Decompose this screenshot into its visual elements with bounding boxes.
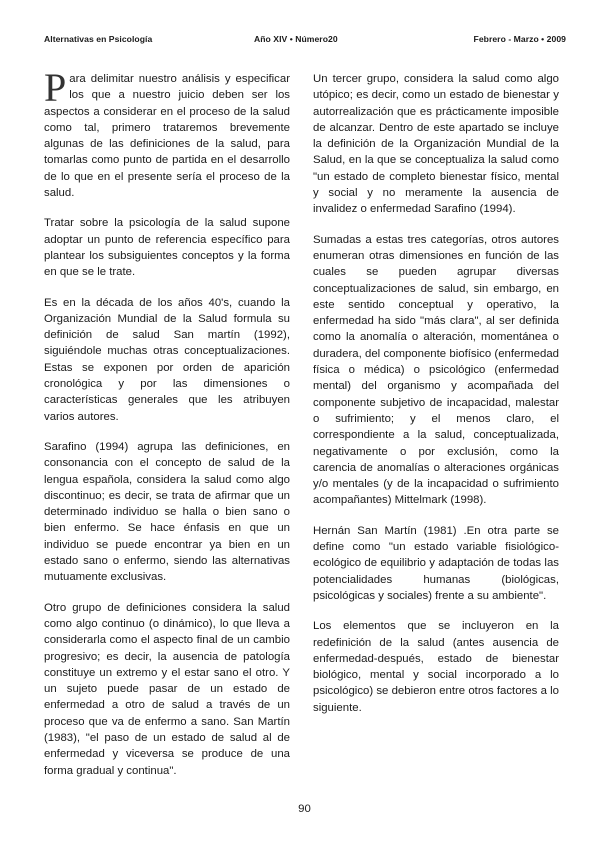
page-number: 90 [298, 803, 311, 815]
paragraph: Hernán San Martín (1981) .En otra parte se define como "un estado variable fisiológico-ecológico de equilibrio y adaptación de todas las potencialidades humanas (biológicas, psicológicas y sociales) frente a su ambiente". [313, 524, 559, 602]
paragraph: Es en la década de los años 40's, cuando la Organización Mundial de la Salud formula su definición de salud San martín (1992), siguiéndole muchas otras conceptualizaciones. Estas se exponen por orden de aparición cronológica y por las dimensiones o características generales que les atribuyen varios autores. [44, 296, 290, 423]
paragraph: Otro grupo de definiciones considera la salud como algo continuo (o dinámico), lo que lleva a considerarla como el aspecto final de un cambio progresivo; es decir, la ausencia de patología constituye un extremo y el estar sano el otro. Y un sujeto puede pasar de un estado de enfermedad a otro de salud a través de un proceso que va de enfermo a sano. San Martín (1983), "el paso de un estado de salud al de enfermedad y viceversa se produce de una forma gradual y continua". [44, 601, 290, 777]
drop-cap: P [44, 65, 67, 110]
issue-number: Año XIV • Número20 [254, 34, 338, 44]
paragraph [44, 65, 290, 201]
paragraph: Un tercer grupo, considera la salud como algo utópico; es decir, como un estado de bienestar y autorrealización que es prácticamente imposible de alcanzar. Dentro de este apartado se incluye la definición de la Organización Mundial de la Salud, en la que se conceptualiza la salud como "un estado de completo bienestar físico, mental y social y no meramente la ausencia de invalidez o enfermedad Sarafino (1994). [313, 73, 559, 216]
paragraph: Los elementos que se incluyeron en la redefinición de la salud (antes ausencia de enfermedad-después, estado de bienestar biológico, mental y social incorporado a lo psicológico) se debieron entre otros factores a lo siguiente. [313, 620, 559, 714]
paragraph-text: ara delimitar nuestro análisis y especificar los que a nuestro juicio deben ser los aspectos a considerar en el proceso de la salud como tal, primero trataremos brevemente algunas de las definiciones de la salud, para tomarlas como punto de partida en el desarrollo de lo que en el presente sería el proceso de la salud. [44, 73, 290, 200]
paragraph: Sarafino (1994) agrupa las definiciones, en consonancia con el concepto de salud de la lengua española, considera la salud como algo discontinuo; es decir, se trata de afirmar que un determinado individuo se halla o bien sano o bien enfermo. Se hace énfasis en que un individuo se puede encontrar ya bien en un estado sano o enfermo, siendo las alternativas mutuamente exclusivas. [44, 440, 290, 584]
issue-date: Febrero - Marzo • 2009 [473, 34, 566, 44]
right-column [313, 71, 559, 730]
left-column [44, 65, 290, 793]
running-header [44, 34, 566, 48]
paragraph: Sumadas a estas tres categorías, otros autores enumeran otras dimensiones en función de las cuales se pueden agrupar diversas conceptualizaciones de salud, sin embargo, en este sentido conceptual y operativo, la enfermedad ha sido "más clara", al ser definida como la anomalía o alteración, momentánea o duradera, del componente biofísico (enfermedad física o médica) o psicológico (enfermedad mental) del organismo y acompañada del componente subjetivo de incapacidad, malestar o sufrimiento; y el menos claro, el correspondiente a la salud, conceptualizada, negativamente o por exclusión, como la carencia de anomalías o alteraciones orgánicas y/o mentales (y de la incapacidad o sufrimiento acompañantes) Mittelmark (1998). [313, 233, 559, 507]
journal-title: Alternativas en Psicología [44, 34, 153, 44]
paragraph: Tratar sobre la psicología de la salud supone adoptar un punto de referencia específico para plantear los subsiguientes conceptos y la forma en que se le trate. [44, 217, 290, 279]
